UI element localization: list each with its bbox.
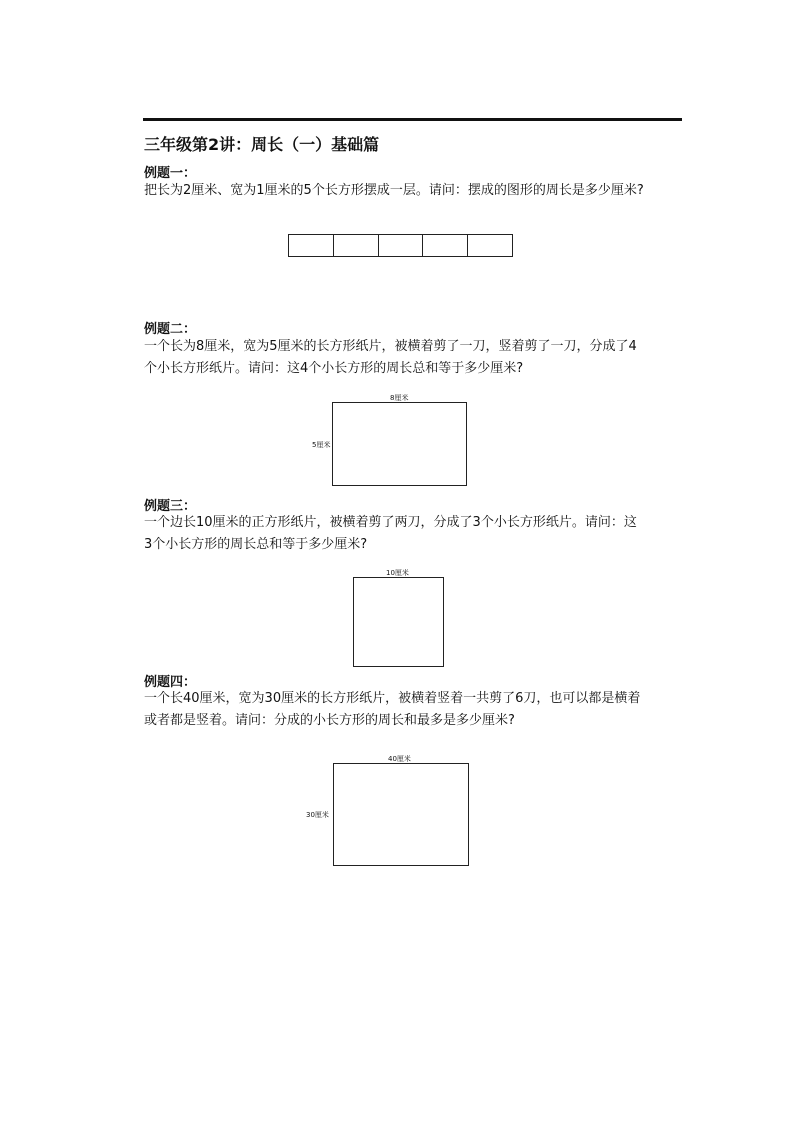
example-4-label: 例题四： <box>144 675 197 690</box>
example-2-line-2: 个小长方形纸片。请问：这4个小长方形的周长总和等于多少厘米? <box>144 361 524 376</box>
example-2-line-1: 一个长为8厘米，宽为5厘米的长方形纸片，被横着剪了一刀，竖着剪了一刀，分成了4 <box>144 339 637 354</box>
example-1-line-1: 把长为2厘米、宽为1厘米的5个长方形摆成一层。请问：摆成的图形的周长是多少厘米? <box>144 183 644 198</box>
example-3-line-1: 一个边长10厘米的正方形纸片，被横着剪了两刀，分成了3个小长方形纸片。请问：这 <box>144 515 637 530</box>
example-3-top-dimension: 10厘米 <box>386 569 409 577</box>
example-2-label: 例题二： <box>144 322 197 337</box>
strip-cell <box>334 234 379 257</box>
example-3-line-2: 3个小长方形的周长总和等于多少厘米? <box>144 537 368 552</box>
example-1-figure-strip <box>288 234 513 257</box>
example-3-text <box>144 512 689 556</box>
example-1-label: 例题一： <box>144 166 197 181</box>
example-4-side-dimension: 30厘米 <box>306 811 329 819</box>
strip-cell <box>288 234 334 257</box>
example-2-side-dimension: 5厘米 <box>312 441 331 449</box>
example-3-label: 例题三： <box>144 499 197 514</box>
example-4-line-1: 一个长40厘米，宽为30厘米的长方形纸片，被横着竖着一共剪了6刀，也可以都是横着 <box>144 691 641 706</box>
example-2-text <box>144 336 689 380</box>
top-rule <box>143 118 682 121</box>
strip-cell <box>423 234 468 257</box>
example-4-top-dimension: 40厘米 <box>388 755 411 763</box>
example-1-text <box>144 180 689 202</box>
example-3-figure-square <box>353 577 444 667</box>
example-2-figure-rectangle <box>332 402 467 486</box>
page-title: 三年级第2讲：周长（一）基础篇 <box>144 135 380 154</box>
strip-cell <box>468 234 513 257</box>
strip-cell <box>379 234 424 257</box>
example-4-figure-rectangle <box>333 763 469 866</box>
example-4-text <box>144 688 689 732</box>
example-4-line-2: 或者都是竖着。请问：分成的小长方形的周长和最多是多少厘米? <box>144 713 515 728</box>
example-2-top-dimension: 8厘米 <box>390 394 409 402</box>
